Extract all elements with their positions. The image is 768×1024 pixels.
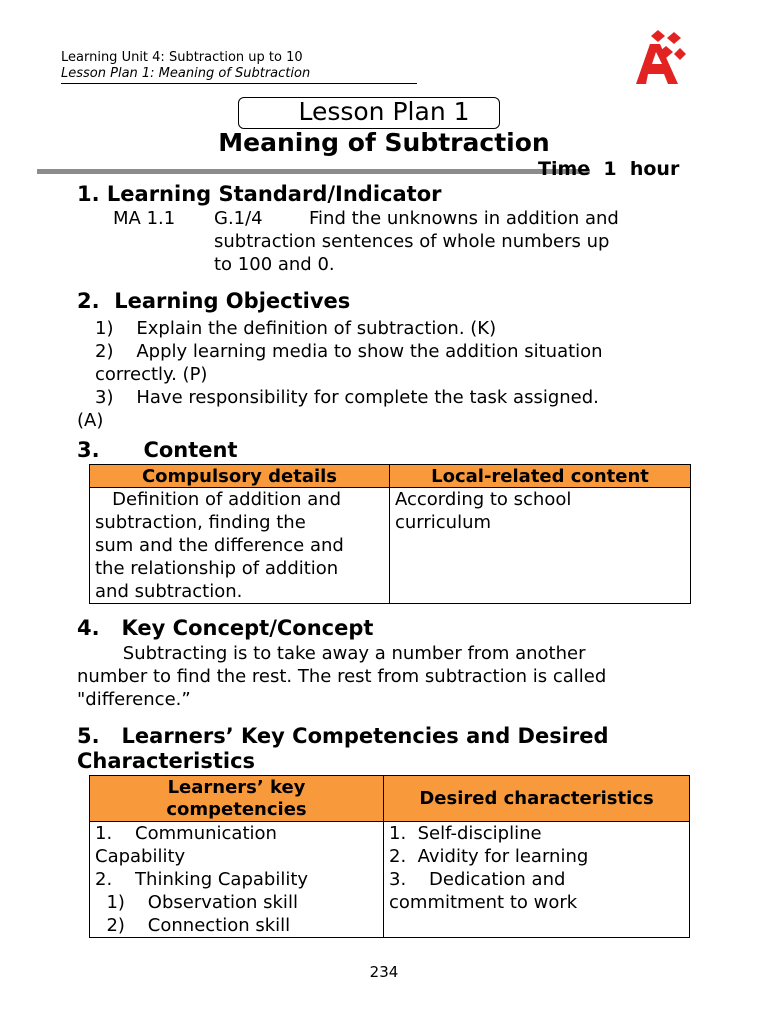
indicator-text: Find the unknowns in addition and [309, 208, 619, 229]
objective-item: 2) Apply learning media to show the addition situation [95, 341, 603, 362]
objective-item: 1) Explain the definition of subtraction. (K) [95, 318, 497, 339]
title-rule [37, 169, 590, 174]
section1-heading: 1. Learning Standard/Indicator [77, 182, 442, 206]
table-header: Desired characteristics [384, 776, 690, 822]
page-title: Lesson Plan 1 [298, 97, 470, 126]
header-underline [61, 83, 417, 84]
unit-header: Learning Unit 4: Subtraction up to 10 [61, 50, 303, 65]
content-table [89, 464, 691, 604]
indicator-text: to 100 and 0. [214, 254, 335, 275]
table-cell: 1. Communication Capability 2. Thinking Capability 1) Observation skill 2) Connection skill [90, 822, 384, 938]
table-cell: 1. Self-discipline 2. Avidity for learning 3. Dedication and commitment to work [384, 822, 690, 938]
objective-item: correctly. (P) [95, 364, 208, 385]
indicator-text: subtraction sentences of whole numbers up [214, 231, 610, 252]
time-label: Time 1 hour [538, 158, 680, 180]
standard-code: MA 1.1 [113, 208, 176, 229]
competency-table [89, 775, 690, 938]
section4-heading: 4. Key Concept/Concept [77, 616, 374, 640]
section5-heading: 5. Learners’ Key Competencies and Desired [77, 724, 609, 748]
page-subtitle: Meaning of Subtraction [218, 128, 550, 157]
concept-text: "difference.” [77, 689, 191, 710]
concept-text: number to find the rest. The rest from subtraction is called [77, 666, 607, 687]
indicator-code: G.1/4 [214, 208, 263, 229]
publisher-logo [636, 30, 692, 86]
table-header: Compulsory details [90, 465, 390, 488]
section3-heading: 3. Content [77, 438, 238, 462]
table-cell: According to school curriculum [390, 488, 691, 604]
table-header: Local-related content [390, 465, 691, 488]
section5-heading: Characteristics [77, 749, 256, 773]
table-cell: Definition of addition and subtraction, finding the sum and the difference and the relationship of addition and subtraction. [90, 488, 390, 604]
table-header: Learners’ key competencies [90, 776, 384, 822]
concept-text: Subtracting is to take away a number from another [77, 643, 586, 664]
section2-heading: 2. Learning Objectives [77, 289, 351, 313]
objective-item: 3) Have responsibility for complete the task assigned. [95, 387, 599, 408]
objective-item: (A) [77, 410, 104, 431]
lesson-plan-header: Lesson Plan 1: Meaning of Subtraction [61, 66, 311, 81]
page-number: 234 [369, 963, 399, 981]
